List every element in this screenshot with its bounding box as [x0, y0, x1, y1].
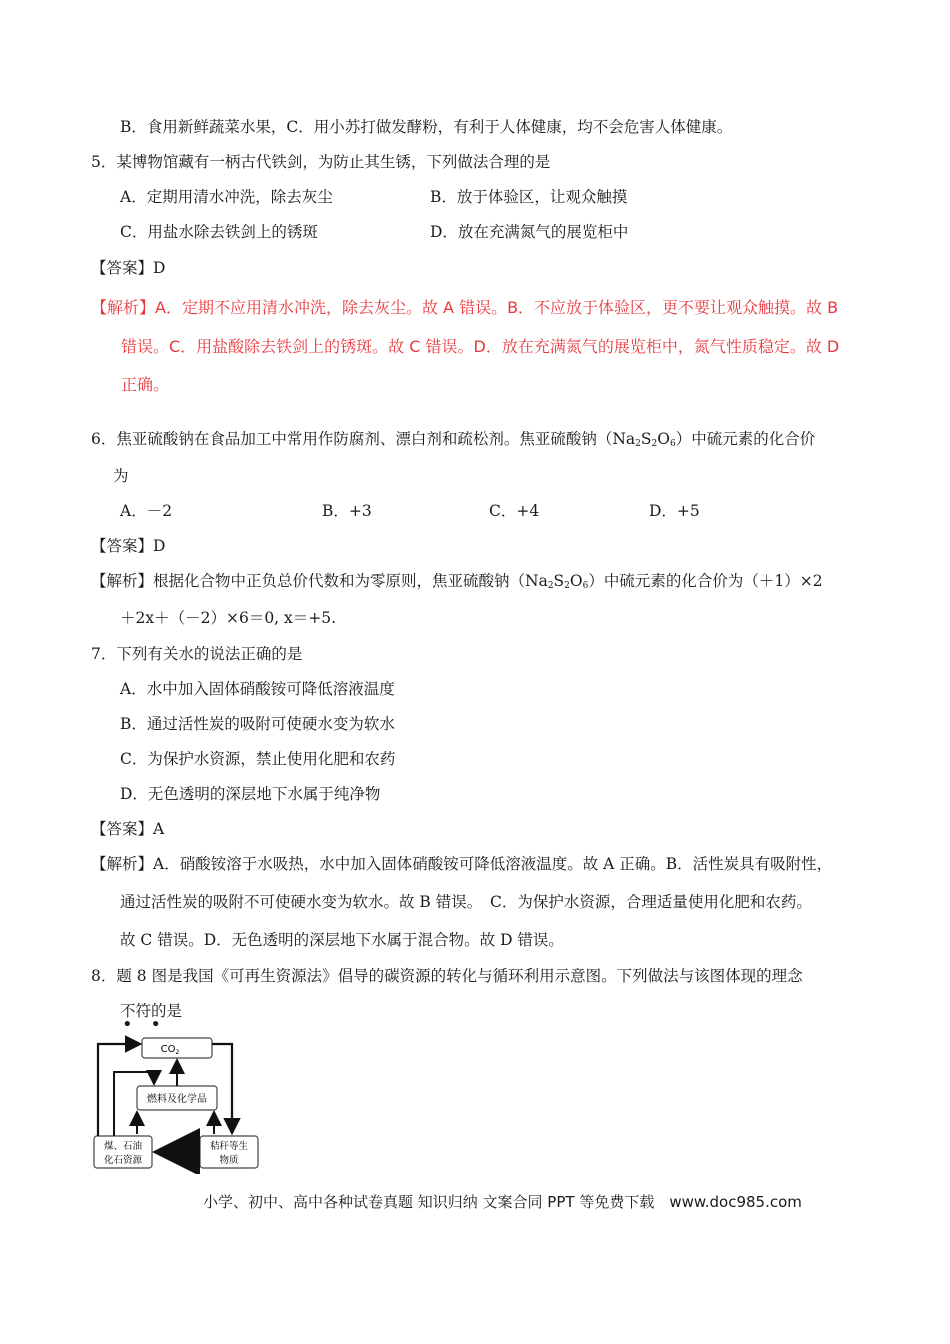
biomass-label-line-2: 物质	[219, 1155, 239, 1166]
q6-stem-line-2: 为	[113, 467, 129, 485]
q6-sub: 6	[582, 581, 589, 591]
q6-sub: 2	[564, 581, 570, 591]
q6-analysis-text-d: ）中硫元素的化合价为（＋1）×2	[588, 572, 823, 590]
biomass-label-line-1: 秸秆等生	[209, 1141, 249, 1152]
q5-option-b: B．放于体验区，让观众触摸	[430, 188, 628, 206]
q4-tail: B．食用新鲜蔬菜水果，C．用小苏打做发酵粉，有利于人体健康，均不会危害人体健康。	[120, 118, 733, 136]
q7-option-c: C．为保护水资源，禁止使用化肥和农药	[120, 750, 396, 768]
q7-option-d: D．无色透明的深层地下水属于纯净物	[120, 785, 381, 803]
carbon-cycle-diagram	[90, 1034, 270, 1174]
q6-stem-text-a: 6．焦亚硫酸钠在食品加工中常用作防腐剂、漂白剂和疏松剂。焦亚硫酸钠（Na	[91, 430, 636, 448]
page-footer: 小学、初中、高中各种试卷真题 知识归纳 文案合同 PPT 等免费下载 www.doc985.com	[203, 1193, 802, 1211]
q6-analysis-text-c: O	[569, 572, 583, 590]
q6-option-c: C．+4	[489, 502, 540, 520]
q6-sub: 2	[651, 439, 658, 449]
q5-option-a: A．定期用清水冲洗，除去灰尘	[120, 188, 333, 206]
q6-stem-text-c: O	[657, 430, 670, 448]
q6-answer: 【答案】D	[91, 537, 166, 555]
q6-stem-line-1	[91, 428, 815, 455]
q7-analysis-line-2: 通过活性炭的吸附不可使硬水变为软水。故 B 错误。 C．为保护水资源，合理适量使用化肥和农药。	[120, 893, 812, 911]
emphasis-dots: • •	[122, 1014, 167, 1035]
q7-option-a: A．水中加入固体硝酸铵可降低溶液温度	[120, 680, 395, 698]
q7-analysis-line-3: 故 C 错误。D．无色透明的深层地下水属于混合物。故 D 错误。	[120, 931, 564, 949]
q5-analysis-line-1: 【解析】A．定期不应用清水冲洗，除去灰尘。故 A 错误。B．不应放于体验区，更不要让观众触摸。故 B	[91, 298, 839, 317]
q5-option-d: D．放在充满氮气的展览柜中	[430, 223, 629, 241]
fossil-label-line-2: 化石资源	[103, 1155, 143, 1166]
arrow-fossil-to-co2	[98, 1044, 138, 1136]
q6-stem-text-b: S	[640, 430, 652, 448]
q5-analysis-line-3: 正确。	[121, 375, 170, 394]
co2-label: $CO_2$	[160, 1044, 180, 1056]
q6-option-b: B．+3	[322, 502, 372, 520]
q5-answer: 【答案】D	[91, 259, 166, 277]
q6-option-a: A．－2	[120, 502, 173, 520]
fuel-label: 燃料及化学品	[147, 1094, 207, 1105]
q7-analysis-line-1: 【解析】A．硝酸铵溶于水吸热，水中加入固体硝酸铵可降低溶液温度。故 A 正确。B．活性炭具有吸附性，	[91, 855, 833, 873]
fossil-label-line-1: 煤、石油	[103, 1141, 143, 1152]
q6-analysis-text-b: S	[553, 572, 565, 590]
q7-stem: 7．下列有关水的说法正确的是	[91, 645, 303, 663]
q6-sub: 2	[635, 439, 641, 449]
q6-option-d: D．+5	[649, 502, 700, 520]
q5-analysis-line-2: 错误。C．用盐酸除去铁剑上的锈斑。故 C 错误。D．放在充满氮气的展览柜中，氮气性质稳定。故 D	[121, 337, 840, 356]
q6-analysis-line-1	[91, 570, 823, 597]
q6-sub: 2	[547, 581, 554, 591]
q6-sub: 6	[669, 439, 676, 449]
q8-stem-line-1: 8．题 8 图是我国《可再生资源法》倡导的碳资源的转化与循环利用示意图。下列做法与该图体现的理念	[91, 967, 803, 985]
q6-analysis-line-2: ＋2x＋（－2）×6＝0, x＝+5.	[120, 609, 337, 627]
q5-stem: 5．某博物馆藏有一柄古代铁剑，为防止其生锈，下列做法合理的是	[91, 153, 551, 171]
q5-option-c: C．用盐水除去铁剑上的锈斑	[120, 223, 318, 241]
q7-answer: 【答案】A	[91, 820, 165, 838]
q6-analysis-text-a: 【解析】根据化合物中正负总价代数和为零原则，焦亚硫酸钠（Na	[91, 572, 548, 590]
q6-stem-text-d: ）中硫元素的化合价	[675, 430, 816, 448]
q7-option-b: B．通过活性炭的吸附可使硬水变为软水	[120, 715, 395, 733]
q8-stem-line-2: 不符的是	[120, 1002, 183, 1020]
